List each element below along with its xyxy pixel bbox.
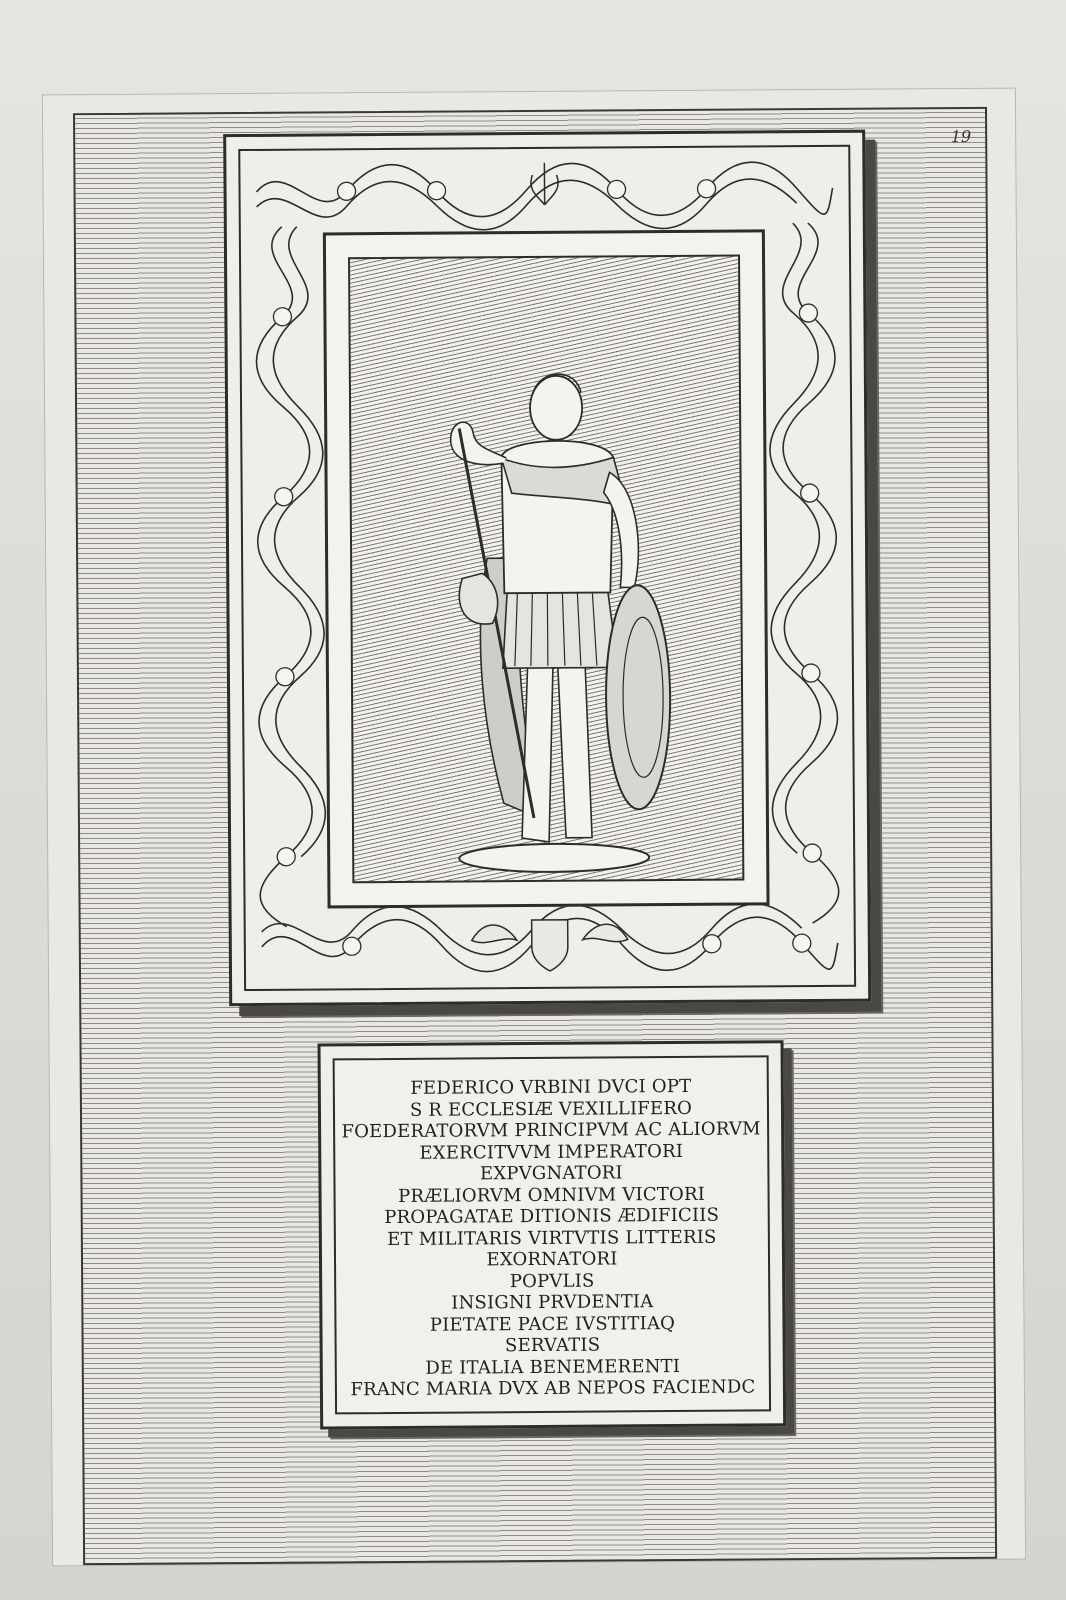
engraved-plate bbox=[73, 107, 997, 1565]
inscription-line: FRANC MARIA DVX AB NEPOS FACIENDC bbox=[350, 1376, 756, 1401]
inscription-text-panel bbox=[333, 1055, 771, 1414]
inscription-line: POPVLIS bbox=[509, 1270, 595, 1292]
inscription-line: PROPAGATAE DITIONIS ÆDIFICIIS bbox=[384, 1204, 720, 1229]
niche bbox=[323, 229, 770, 908]
inscription-tablet bbox=[318, 1040, 787, 1429]
ornamental-frame bbox=[223, 130, 871, 1006]
inscription-line: EXERCITVVM IMPERATORI bbox=[419, 1140, 684, 1164]
plate-number: 19 bbox=[950, 126, 972, 147]
inscription-line: ET MILITARIS VIRTVTIS LITTERIS bbox=[387, 1226, 717, 1250]
statue-figure bbox=[350, 257, 742, 882]
inscription-line: SERVATIS bbox=[504, 1334, 601, 1357]
inscription-line: PIETATE PACE IVSTITIAQ bbox=[429, 1312, 676, 1336]
paper-sheet bbox=[43, 89, 1025, 1566]
niche-back-wall bbox=[348, 255, 744, 884]
inscription-line: EXPVGNATORI bbox=[479, 1162, 623, 1185]
inscription-line: S R ECCLESIÆ VEXILLIFERO bbox=[409, 1097, 693, 1121]
inscription-line: PRÆLIORVM OMNIVM VICTORI bbox=[398, 1183, 706, 1207]
inscription-line: INSIGNI PRVDENTIA bbox=[451, 1291, 654, 1314]
inscription-line: EXORNATORI bbox=[486, 1248, 618, 1271]
inscription-line: FEDERICO VRBINI DVCI OPT bbox=[410, 1075, 692, 1099]
inscription-line: FOEDERATORVM PRINCIPVM AC ALIORVM bbox=[341, 1118, 761, 1143]
inscription-line: DE ITALIA BENEMERENTI bbox=[425, 1355, 681, 1379]
